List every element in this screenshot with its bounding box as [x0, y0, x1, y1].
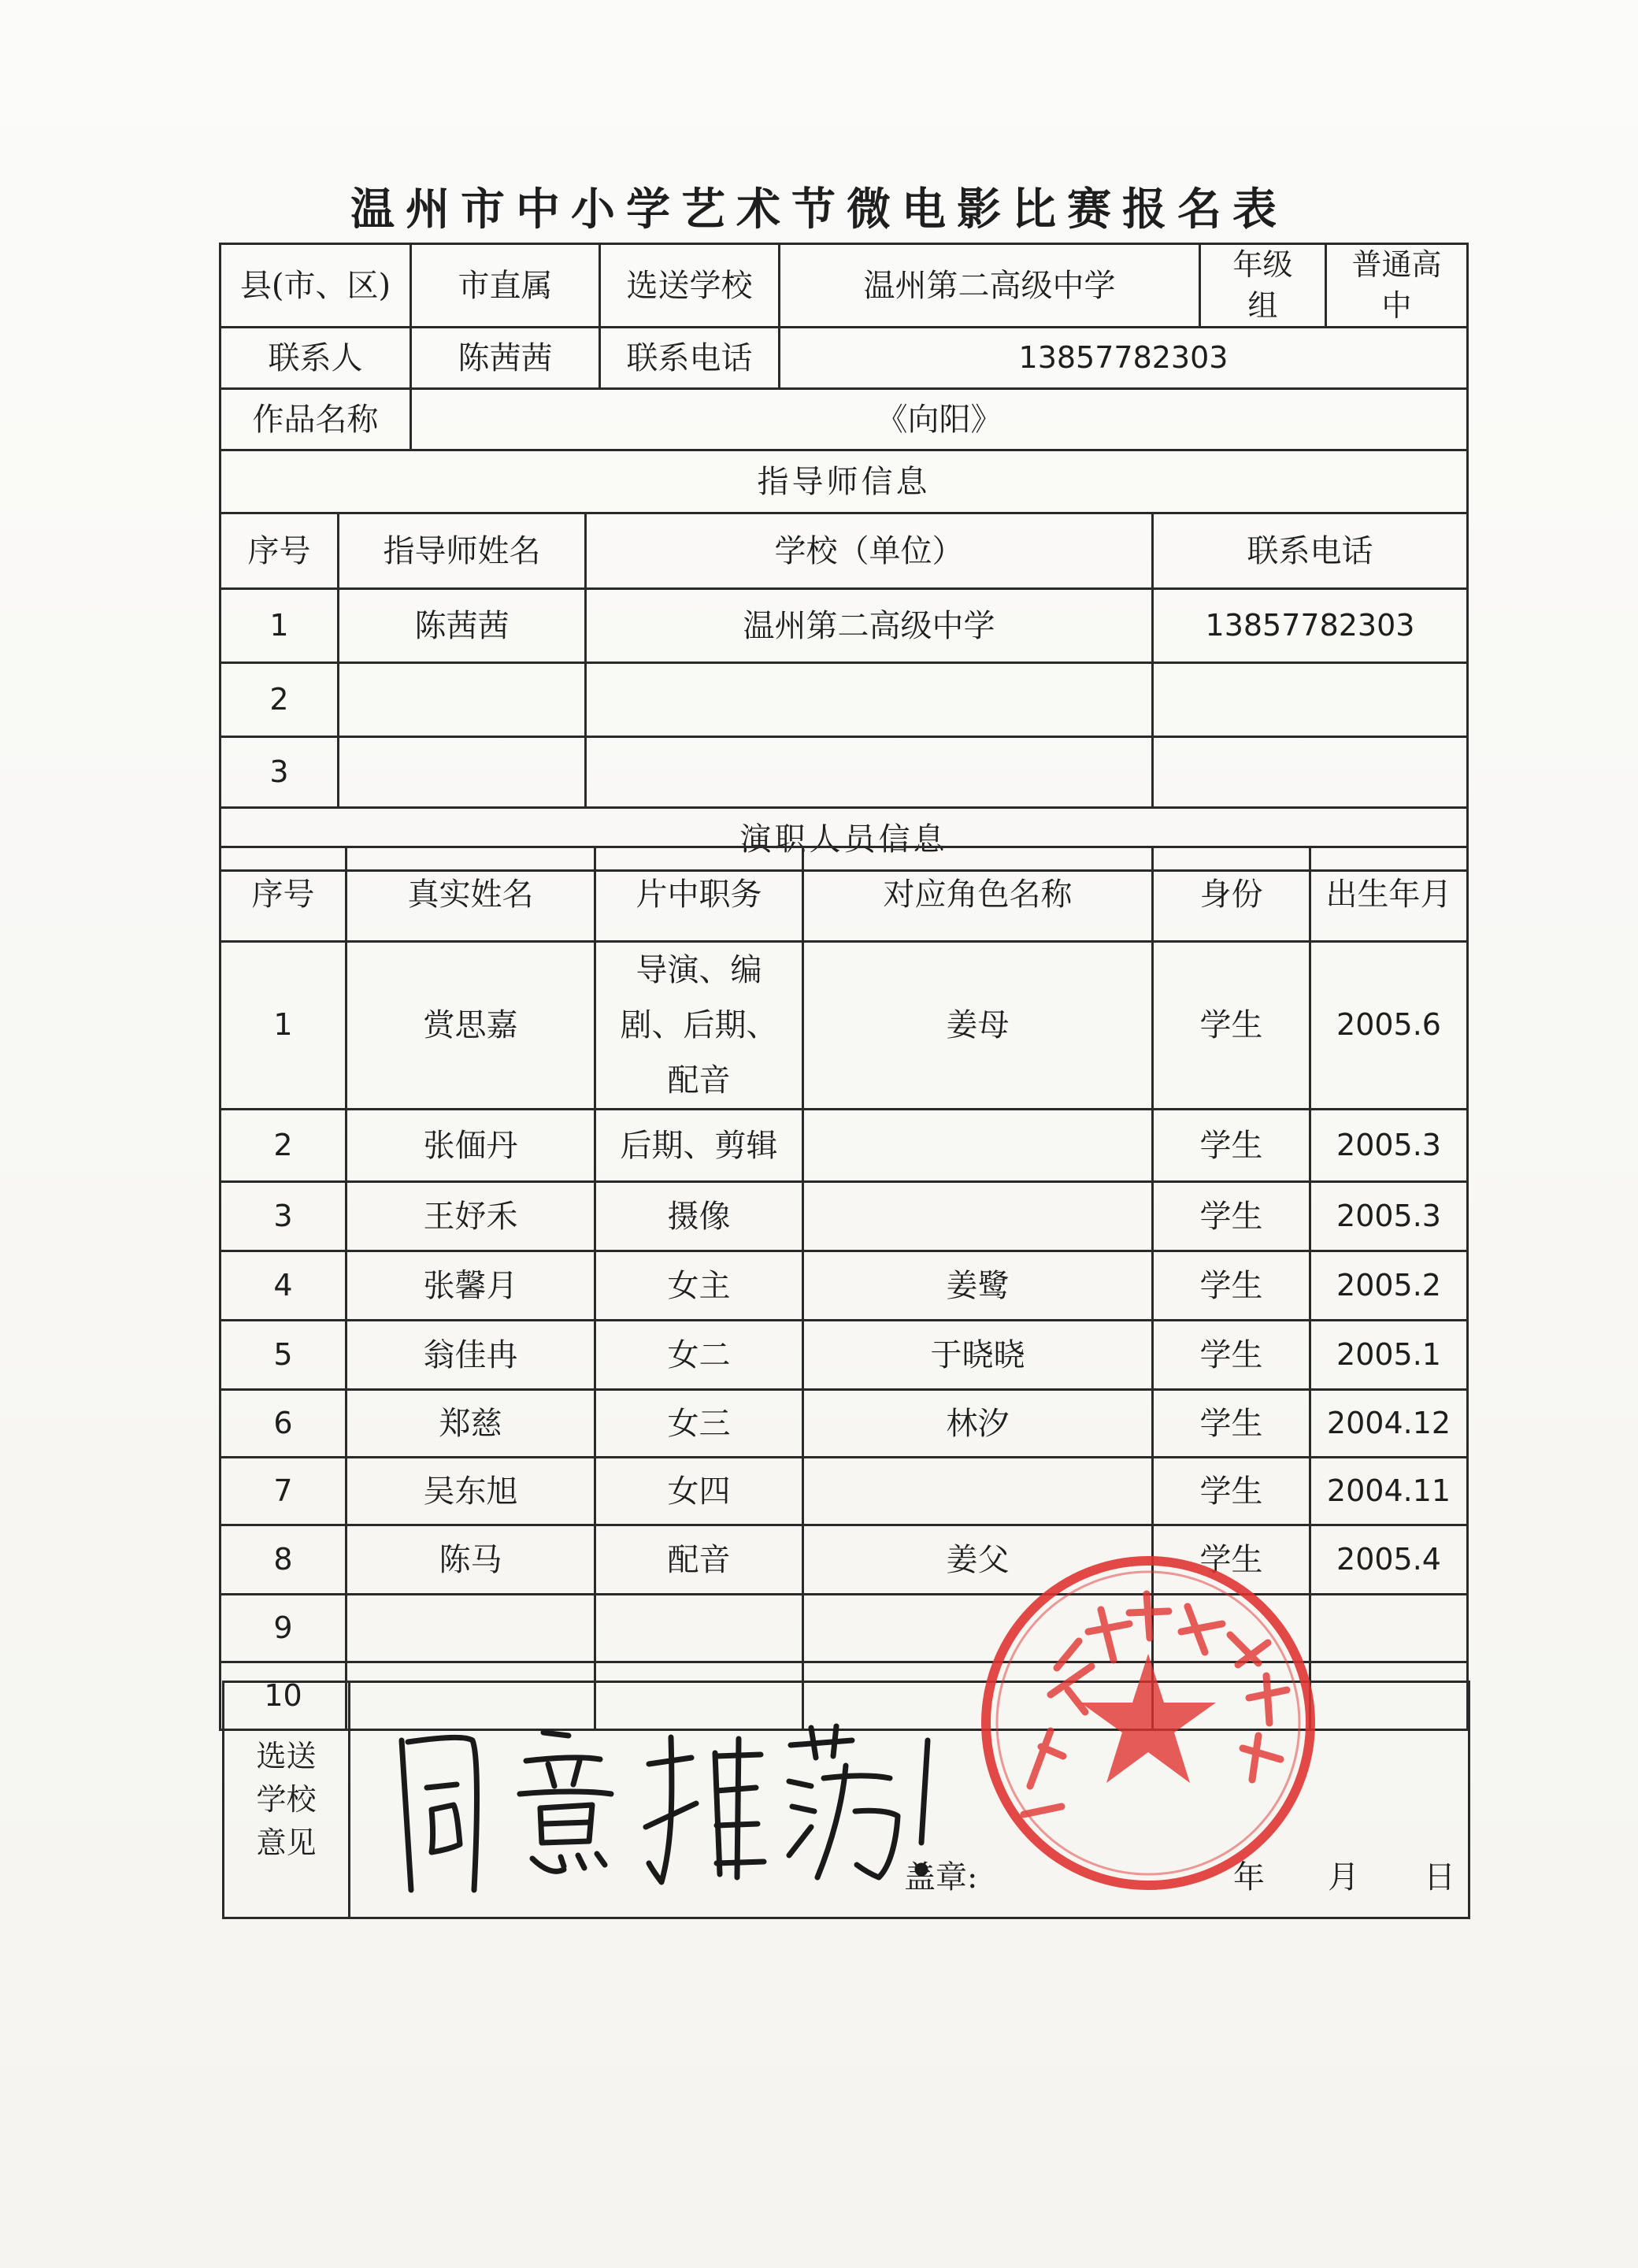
mentor-no: 2	[220, 663, 339, 737]
crew-character: 姜母	[803, 942, 1153, 1110]
mentor-phone	[1153, 737, 1468, 808]
mentor-col-no: 序号	[220, 513, 339, 589]
date-year: 年	[1233, 1859, 1265, 1896]
crew-identity: 学生	[1153, 1251, 1310, 1321]
crew-name: 翁佳冉	[346, 1321, 595, 1390]
table-row	[220, 589, 1468, 663]
mentor-section-title: 指导师信息	[220, 450, 1468, 513]
crew-identity: 学生	[1153, 1458, 1310, 1525]
crew-section-title: 演职人员信息	[220, 808, 1468, 871]
school-label: 选送学校	[600, 244, 780, 328]
crew-no: 9	[220, 1595, 346, 1662]
crew-birth	[1310, 1595, 1468, 1662]
crew-name: 张偭丹	[346, 1110, 595, 1182]
work-value: 《向阳》	[411, 389, 1468, 450]
mentor-no: 1	[220, 589, 339, 663]
mentor-school	[586, 737, 1153, 808]
mentor-school	[586, 663, 1153, 737]
crew-identity: 学生	[1153, 942, 1310, 1110]
phone-value: 13857782303	[780, 328, 1468, 389]
contact-label: 联系人	[220, 328, 411, 389]
crew-name: 赏思嘉	[346, 942, 595, 1110]
crew-birth: 2005.2	[1310, 1251, 1468, 1321]
crew-identity: 学生	[1153, 1390, 1310, 1458]
opinion-label: 选送学校意见	[224, 1682, 350, 1918]
crew-identity: 学生	[1153, 1321, 1310, 1390]
school-seal-stamp	[975, 1550, 1321, 1896]
table-row	[220, 1458, 1468, 1525]
crew-birth: 2005.4	[1310, 1525, 1468, 1595]
work-label: 作品名称	[220, 389, 411, 450]
crew-name	[346, 1595, 595, 1662]
crew-birth: 2005.3	[1310, 1182, 1468, 1251]
crew-no: 4	[220, 1251, 346, 1321]
mentor-table	[219, 512, 1469, 872]
county-value: 市直属	[411, 244, 600, 328]
crew-name: 张馨月	[346, 1251, 595, 1321]
crew-no: 8	[220, 1525, 346, 1595]
crew-no: 10	[220, 1662, 346, 1730]
table-row	[220, 1110, 1468, 1182]
crew-character: 于晓晓	[803, 1321, 1153, 1390]
crew-role: 配音	[595, 1525, 803, 1595]
crew-birth: 2005.6	[1310, 942, 1468, 1110]
handwritten-approval	[386, 1709, 953, 1898]
crew-character	[803, 1458, 1153, 1525]
crew-role: 女主	[595, 1251, 803, 1321]
mentor-school: 温州第二高级中学	[586, 589, 1153, 663]
contact-value: 陈茜茜	[411, 328, 600, 389]
table-row	[220, 1390, 1468, 1458]
crew-name: 王妤禾	[346, 1182, 595, 1251]
mentor-col-name: 指导师姓名	[339, 513, 586, 589]
table-row	[220, 663, 1468, 737]
crew-no: 2	[220, 1110, 346, 1182]
mentor-phone	[1153, 663, 1468, 737]
crew-role: 女三	[595, 1390, 803, 1458]
crew-character: 姜鹭	[803, 1251, 1153, 1321]
crew-col-name: 真实姓名	[346, 847, 595, 942]
crew-role: 女四	[595, 1458, 803, 1525]
crew-role: 后期、剪辑	[595, 1110, 803, 1182]
crew-no: 1	[220, 942, 346, 1110]
table-row	[220, 1182, 1468, 1251]
table-row	[220, 1251, 1468, 1321]
crew-col-identity: 身份	[1153, 847, 1310, 942]
crew-role: 摄像	[595, 1182, 803, 1251]
crew-name: 郑慈	[346, 1390, 595, 1458]
date-month: 月	[1328, 1859, 1359, 1896]
crew-character: 林汐	[803, 1390, 1153, 1458]
crew-identity: 学生	[1153, 1182, 1310, 1251]
crew-character	[803, 1182, 1153, 1251]
seal-label: 盖章:	[904, 1859, 978, 1896]
crew-no: 5	[220, 1321, 346, 1390]
header-table	[219, 243, 1469, 514]
mentor-col-school: 学校（单位）	[586, 513, 1153, 589]
mentor-name: 陈茜茜	[339, 589, 586, 663]
crew-character: 姜父	[803, 1525, 1153, 1595]
county-label: 县(市、区)	[220, 244, 411, 328]
crew-name: 陈马	[346, 1525, 595, 1595]
crew-identity: 学生	[1153, 1525, 1310, 1595]
crew-birth: 2004.12	[1310, 1390, 1468, 1458]
table-row	[220, 942, 1468, 1110]
crew-role: 女二	[595, 1321, 803, 1390]
school-value: 温州第二高级中学	[780, 244, 1200, 328]
phone-label: 联系电话	[600, 328, 780, 389]
crew-col-role: 片中职务	[595, 847, 803, 942]
crew-name: 吴东旭	[346, 1458, 595, 1525]
form-title: 温州市中小学艺术节微电影比赛报名表	[350, 183, 1288, 235]
crew-col-birth: 出生年月	[1310, 847, 1468, 942]
grade-label: 年级组	[1200, 244, 1326, 328]
crew-col-character: 对应角色名称	[803, 847, 1153, 942]
crew-no: 7	[220, 1458, 346, 1525]
crew-no: 3	[220, 1182, 346, 1251]
grade-value: 普通高中	[1326, 244, 1468, 328]
crew-no: 6	[220, 1390, 346, 1458]
crew-birth: 2004.11	[1310, 1458, 1468, 1525]
crew-identity: 学生	[1153, 1110, 1310, 1182]
crew-birth: 2005.1	[1310, 1321, 1468, 1390]
crew-character	[803, 1110, 1153, 1182]
crew-birth: 2005.3	[1310, 1110, 1468, 1182]
crew-col-no: 序号	[220, 847, 346, 942]
table-row	[220, 737, 1468, 808]
date-day: 日	[1424, 1859, 1455, 1896]
mentor-name	[339, 663, 586, 737]
mentor-no: 3	[220, 737, 339, 808]
crew-role: 导演、编剧、后期、配音	[595, 942, 803, 1110]
mentor-col-phone: 联系电话	[1153, 513, 1468, 589]
table-row	[220, 1321, 1468, 1390]
mentor-name	[339, 737, 586, 808]
mentor-phone: 13857782303	[1153, 589, 1468, 663]
crew-role	[595, 1595, 803, 1662]
